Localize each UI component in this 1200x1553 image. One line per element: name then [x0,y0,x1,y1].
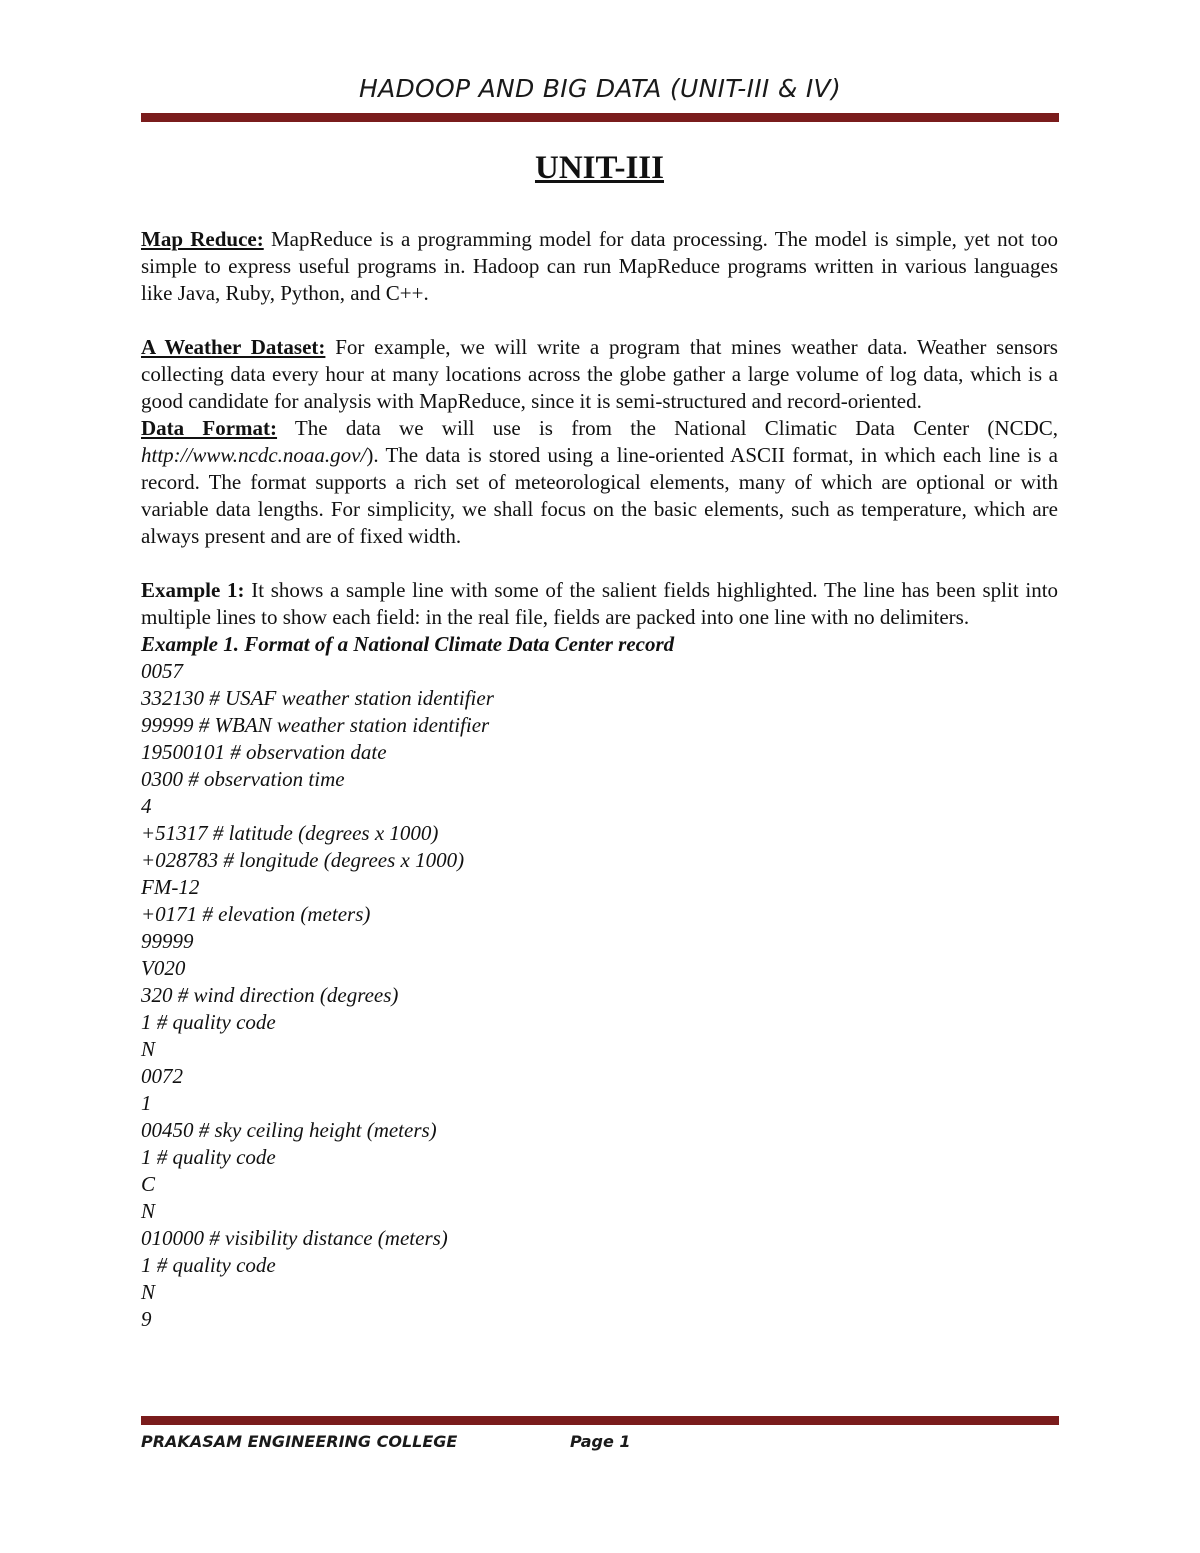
header-rule [141,113,1059,122]
record-line: 99999 # WBAN weather station identifier [141,713,490,737]
ncdc-url[interactable]: http://www.ncdc.noaa.gov/ [141,443,367,467]
record-line: N [141,1037,156,1061]
record-line: 0300 # observation time [141,767,345,791]
example1-heading: Example 1. Format of a National Climate Data Center record [141,632,675,656]
record-line: 1 # quality code [141,1253,276,1277]
record-line: 1 # quality code [141,1010,276,1034]
data-format-text-after: ). The data is stored using a line-oriented ASCII format, in which each line is a record. The format supports a rich set of meteorological elements, many of which are optional or with variable data lengths. For simplicity, we shall focus on the basic elements, such as temperature, which are always present and are of fixed width. [141,443,1058,548]
footer-page-number: Page 1 [570,1432,631,1451]
record-lines-list [141,658,1058,1333]
record-line: N [141,1280,156,1304]
record-line: C [141,1172,156,1196]
record-line: 332130 # USAF weather station identifier [141,686,494,710]
footer-college: PRAKASAM ENGINEERING COLLEGE [141,1432,458,1451]
record-line: 1 # quality code [141,1145,276,1169]
record-line: +0171 # elevation (meters) [141,902,371,926]
footer-rule [141,1416,1059,1425]
document-body [141,148,1058,1333]
record-line: 0057 [141,659,183,683]
page-header-title: HADOOP AND BIG DATA (UNIT-III & IV) [358,74,842,103]
example1-paragraph [141,577,1058,631]
record-line: 19500101 # observation date [141,740,387,764]
weather-dataset-paragraph [141,334,1058,415]
record-line: 320 # wind direction (degrees) [141,983,399,1007]
weather-dataset-text: For example, we will write a program that mines weather data. Weather sensors collecting data every hour at many locations across the globe gather a large volume of log data, which is a good candidate for analysis with MapReduce, since it is semi-structured and record-oriented. [141,335,1058,413]
record-line: FM-12 [141,875,200,899]
map-reduce-paragraph [141,226,1058,307]
data-format-text-before: The data we will use is from the National Climatic Data Center (NCDC, [294,416,1059,440]
data-format-paragraph [141,415,1058,550]
unit-title: UNIT-III [534,150,664,186]
record-line: 99999 [141,929,194,953]
record-line: 4 [141,794,152,818]
record-line: 0072 [141,1064,183,1088]
record-line: 9 [141,1307,152,1331]
record-line: 00450 # sky ceiling height (meters) [141,1118,437,1142]
record-line: 010000 # visibility distance (meters) [141,1226,448,1250]
map-reduce-label: Map Reduce: [141,227,264,251]
record-line: N [141,1199,156,1223]
record-line: +028783 # longitude (degrees x 1000) [141,848,465,872]
paragraph-gap [141,307,1058,334]
map-reduce-text: MapReduce is a programming model for data processing. The model is simple, yet not too simple to express useful programs in. Hadoop can run MapReduce programs written in various languages like Java, Ruby, Python, and C++. [141,227,1059,305]
data-format-label: Data Format: [141,416,278,440]
record-line: 1 [141,1091,152,1115]
record-line: +51317 # latitude (degrees x 1000) [141,821,439,845]
paragraph-gap [141,550,1058,577]
record-line: V020 [141,956,186,980]
weather-dataset-label: A Weather Dataset: [141,335,326,359]
example1-label: Example 1: [141,578,245,602]
example1-text: It shows a sample line with some of the salient fields highlighted. The line has been split into multiple lines to show each field: in the real file, fields are packed into one line with no delimiters. [141,578,1059,629]
